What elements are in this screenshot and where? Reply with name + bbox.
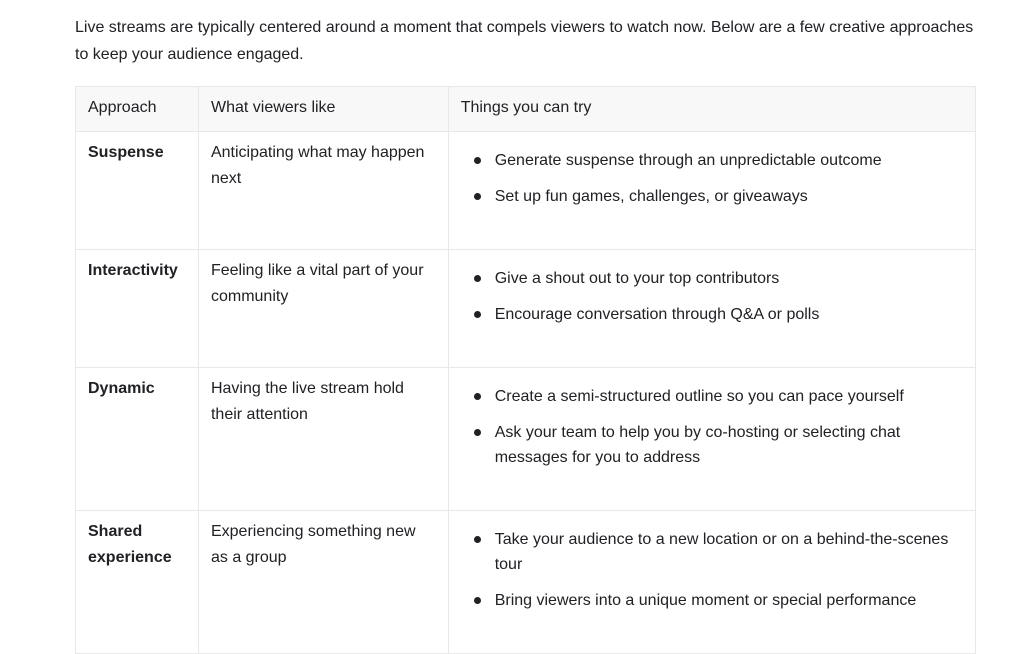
likes-cell: Feeling like a vital part of your community	[198, 250, 448, 368]
tries-list	[461, 148, 963, 209]
bullet-icon	[474, 429, 481, 436]
likes-cell: Anticipating what may happen next	[198, 132, 448, 250]
list-item	[495, 266, 963, 291]
list-item	[495, 148, 963, 173]
approach-cell: Shared experience	[76, 511, 199, 654]
list-item	[495, 184, 963, 209]
table-row	[76, 511, 976, 654]
approaches-table	[75, 86, 976, 654]
bullet-icon	[474, 193, 481, 200]
table-header-row	[76, 87, 976, 132]
list-item	[495, 420, 963, 470]
tries-cell	[448, 511, 975, 654]
likes-cell: Having the live stream hold their attention	[198, 368, 448, 511]
tries-cell	[448, 250, 975, 368]
approach-cell: Dynamic	[76, 368, 199, 511]
bullet-icon	[474, 536, 481, 543]
tries-list	[461, 384, 963, 470]
bullet-icon	[474, 393, 481, 400]
list-item-text: Set up fun games, challenges, or giveaways	[494, 188, 808, 205]
bullet-icon	[474, 311, 481, 318]
list-item-text: Give a shout out to your top contributors	[494, 270, 780, 287]
list-item-text: Encourage conversation through Q&A or polls	[494, 306, 820, 323]
tries-cell	[448, 368, 975, 511]
approach-cell: Interactivity	[76, 250, 199, 368]
list-item	[495, 302, 963, 327]
intro-paragraph: Live streams are typically centered around a moment that compels viewers to watch now. Below are a few creative approaches to keep your audience engaged.	[75, 19, 974, 63]
header-approach: Approach	[76, 87, 199, 132]
table-row	[76, 250, 976, 368]
header-what-viewers-like: What viewers like	[198, 87, 448, 132]
table-row	[76, 368, 976, 511]
header-things-you-can-try: Things you can try	[448, 87, 975, 132]
list-item	[495, 384, 963, 409]
list-item	[495, 527, 963, 577]
tries-cell	[448, 132, 975, 250]
list-item-text: Generate suspense through an unpredictable outcome	[494, 152, 882, 169]
bullet-icon	[474, 275, 481, 282]
list-item	[495, 588, 963, 613]
bullet-icon	[474, 157, 481, 164]
list-item-text: Ask your team to help you by co-hosting or selecting chat messages for you to address	[494, 424, 901, 466]
tries-list	[461, 527, 963, 613]
likes-cell: Experiencing something new as a group	[198, 511, 448, 654]
tries-list	[461, 266, 963, 327]
list-item-text: Take your audience to a new location or on a behind-the-scenes tour	[494, 531, 949, 573]
approaches-table-container	[75, 86, 976, 654]
bullet-icon	[474, 597, 481, 604]
table-row	[76, 132, 976, 250]
list-item-text: Bring viewers into a unique moment or special performance	[494, 592, 917, 609]
approach-cell: Suspense	[76, 132, 199, 250]
list-item-text: Create a semi-structured outline so you can pace yourself	[494, 388, 904, 405]
